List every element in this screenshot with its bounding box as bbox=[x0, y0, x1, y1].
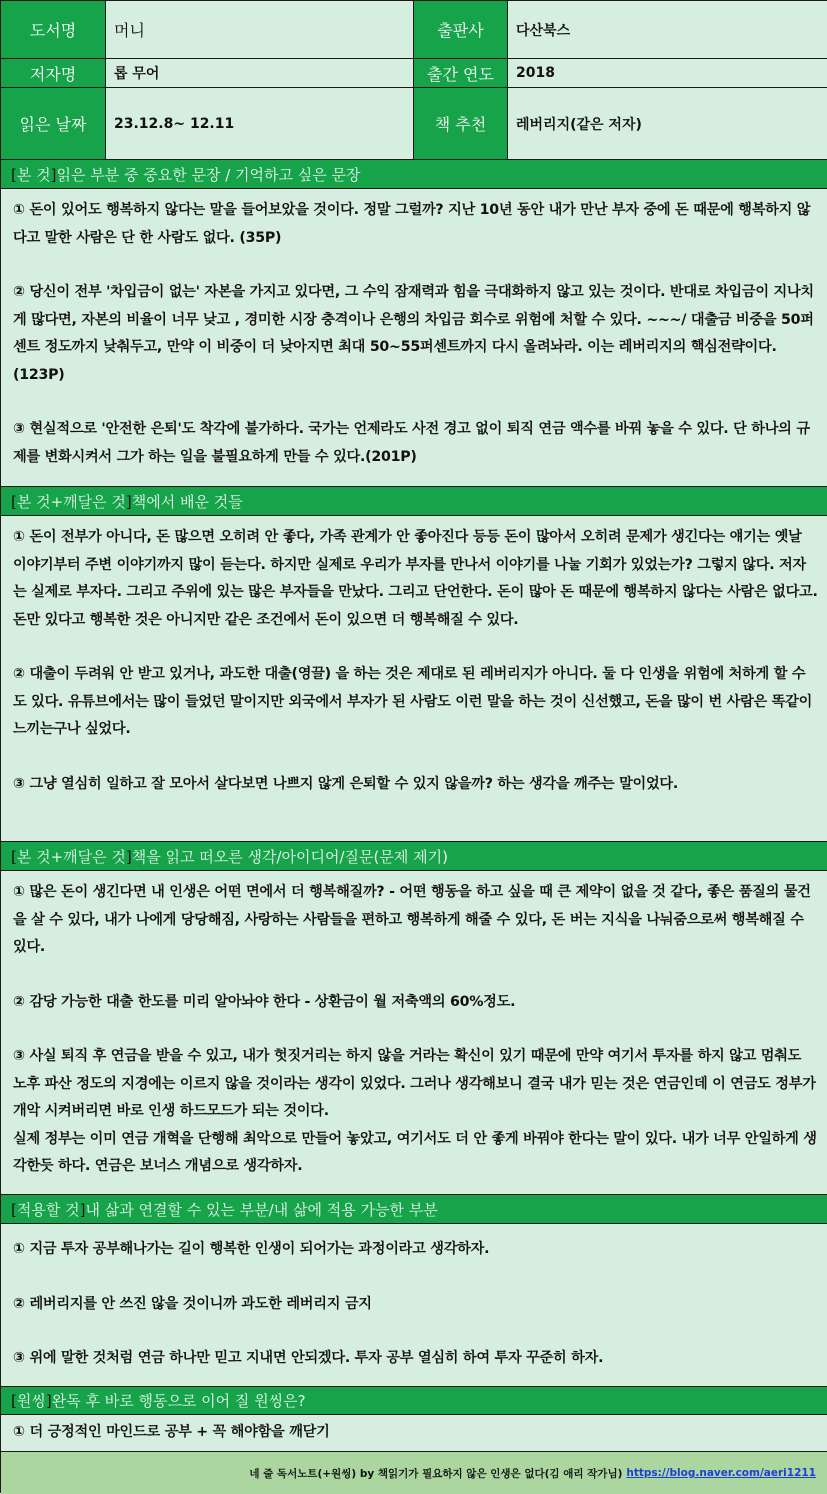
footer bbox=[1, 1452, 827, 1494]
section-header-ideas: [본 것+깨달은 것] 책을 읽고 떠오른 생각/아이디어/질문(문제 제기) bbox=[1, 842, 827, 871]
year-label: 출간 연도 bbox=[414, 59, 508, 88]
recommend-value: 레버리지(같은 저자) bbox=[508, 88, 827, 160]
paragraph: ① 많은 돈이 생긴다면 내 인생은 어떤 면에서 더 행복해질까? - 어떤 행동을 하고 싶을 때 큰 제약이 없을 것 같다, 좋은 품질의 물건을 살 수 있다, 내가 나에게 당당해짐, 사랑하는 사람들을 편하고 행복하게 해줄 수 있다, 돈 버는 지식을 나눠줌으로써 행복해질 수 있다. bbox=[13, 884, 811, 955]
book-title-value: 머니 bbox=[106, 1, 414, 59]
section-header-apply: [적용할 것] 내 삶과 연결할 수 있는 부분/내 삶에 적용 가능한 부분 bbox=[1, 1195, 827, 1224]
paragraph: ② 당신이 전부 '차입금이 없는' 자본을 가지고 있다면, 그 수익 잠재력과 힘을 극대화하지 않고 있는 것이다. 반대로 차입금이 지나치게 많다면, 자본의 비율이 너무 낮고 , 경미한 시장 충격이나 은행의 차입금 회수로 위험에 처할 수 있다. ~~~/ 대출금 비중을 50퍼센트 정도까지 낮춰두고, 만약 이 비중이 더 낮아지면 최대 50~55퍼센트까지 다시 올려놔라. 이는 레버리지의 핵심전략이다.(123P) bbox=[13, 284, 814, 383]
section-title: 내 삶과 연결할 수 있는 부분/내 삶에 적용 가능한 부분 bbox=[85, 1200, 438, 1219]
footer-blog-link[interactable]: https://blog.naver.com/aeri1211 bbox=[626, 1467, 816, 1479]
section-body-ideas bbox=[1, 871, 827, 1195]
section-title: 책에서 배운 것들 bbox=[131, 492, 243, 511]
section-body-seen bbox=[1, 189, 827, 487]
paragraph: ③ 위에 말한 것처럼 연금 하나만 믿고 지내면 안되겠다. 투자 공부 열심히 하여 투자 꾸준히 하자. bbox=[13, 1350, 604, 1366]
author-label: 저자명 bbox=[1, 59, 106, 88]
section-title: 읽은 부분 중 중요한 문장 / 기억하고 싶은 문장 bbox=[56, 165, 361, 184]
paragraph: ① 돈이 전부가 아니다, 돈 많으면 오히려 안 좋다, 가족 관계가 안 좋아진다 등등 돈이 많아서 오히려 문제가 생긴다는 얘기는 옛날 이야기부터 주변 이야기까지 많이 듣는다. 하지만 실제로 우리가 부자를 만나서 이야기를 나눌 기회가 있었는가? 그렇지 않다. 저자는 실제로 부자다. 그리고 주위에 있는 많은 부자들을 만났다. 그리고 단언한다. 돈이 많아 돈 때문에 행복하지 않다는 사람은 없다고. 돈만 있다고 행복한 것은 아니지만 같은 조건에서 돈이 있으면 더 행복해질 수 있다. bbox=[13, 529, 818, 628]
section-body-onething bbox=[1, 1415, 827, 1452]
section-tag: 적용할 것 bbox=[16, 1200, 80, 1219]
read-date-label: 읽은 날짜 bbox=[1, 88, 106, 160]
paragraph: ① 돈이 있어도 행복하지 않다는 말을 들어보았을 것이다. 정말 그럴까? 지난 10년 동안 내가 만난 부자 중에 돈 때문에 행복하지 않다고 말한 사람은 단 한 사람도 없다. (35P) bbox=[13, 202, 811, 246]
footer-credit: 네 줄 독서노트(+원씽) by 책읽기가 필요하지 않은 인생은 없다(김 애리 작가님) bbox=[249, 1467, 623, 1480]
info-row-title bbox=[1, 1, 827, 59]
read-date-value: 23.12.8~ 12.11 bbox=[106, 88, 414, 160]
section-title: 완독 후 바로 행동으로 이어 질 원씽은? bbox=[51, 1392, 306, 1410]
section-header-onething: [원씽] 완독 후 바로 행동으로 이어 질 원씽은? bbox=[1, 1387, 827, 1415]
paragraph: ① 더 긍정적인 마인드로 공부 + 꼭 해야함을 깨닫기 bbox=[13, 1424, 330, 1440]
section-tag: 본 것+깨달은 것 bbox=[16, 492, 126, 511]
book-title-label: 도서명 bbox=[1, 1, 106, 59]
paragraph: ① 지금 투자 공부해나가는 길이 행복한 인생이 되어가는 과정이라고 생각하자. bbox=[13, 1241, 490, 1257]
publisher-value: 다산북스 bbox=[508, 1, 827, 59]
paragraph: ② 대출이 두려워 안 받고 있거나, 과도한 대출(영끌) 을 하는 것은 제대로 된 레버리지가 아니다. 둘 다 인생을 위험에 처하게 할 수도 있다. 유튜브에서는 많이 들었던 말이지만 외국에서 부자가 된 사람도 이런 말을 하는 것이 신선했고, 돈을 많이 번 사람은 똑같이 느끼는구나 싶었다. bbox=[13, 666, 813, 737]
info-row-author bbox=[1, 59, 827, 88]
paragraph: ② 레버리지를 안 쓰진 않을 것이니까 과도한 레버리지 금지 bbox=[13, 1295, 372, 1312]
section-body-learned bbox=[1, 516, 827, 842]
section-tag: 본 것+깨달은 것 bbox=[16, 847, 126, 866]
section-header-learned: [본 것+깨달은 것] 책에서 배운 것들 bbox=[1, 487, 827, 516]
section-header-seen: [본 것] 읽은 부분 중 중요한 문장 / 기억하고 싶은 문장 bbox=[1, 160, 827, 189]
paragraph: ③ 사실 퇴직 후 연금을 받을 수 있고, 내가 헛짓거리는 하지 않을 거라는 확신이 있기 때문에 만약 여기서 투자를 하지 않고 멈춰도 노후 파산 정도의 지경에는 이르지 않을 것이라는 생각이 있었다. 그러나 생각해보니 결국 내가 믿는 것은 연금인데 이 연금도 정부가 개악 시켜버리면 바로 인생 하드모드가 되는 것이다. 실제 정부는 이미 연금 개혁을 단행해 최악으로 만들어 놓았고, 여기서도 더 안 좋게 바꿔야 한다는 말이 있다. 내가 너무 안일하게 생각한듯 하다. 연금은 보너스 개념으로 생각하자. bbox=[13, 1048, 817, 1174]
section-title: 책을 읽고 떠오른 생각/아이디어/질문(문제 제기) bbox=[131, 847, 448, 866]
year-value: 2018 bbox=[508, 59, 827, 88]
section-tag: 원씽 bbox=[16, 1392, 46, 1410]
paragraph: ③ 현실적으로 '안전한 은퇴'도 착각에 불가하다. 국가는 언제라도 사전 경고 없이 퇴직 연금 액수를 바꿔 놓을 수 있다. 단 하나의 규제를 변화시켜서 그가 하는 일을 불필요하게 만들 수 있다.(201P) bbox=[13, 421, 810, 465]
paragraph: ③ 그냥 열심히 일하고 잘 모아서 살다보면 나쁘지 않게 은퇴할 수 있지 않을까? 하는 생각을 깨주는 말이었다. bbox=[13, 775, 679, 792]
publisher-label: 출판사 bbox=[414, 1, 508, 59]
recommend-label: 책 추천 bbox=[414, 88, 508, 160]
section-tag: 본 것 bbox=[16, 165, 51, 184]
section-body-apply bbox=[1, 1224, 827, 1387]
info-row-date bbox=[1, 88, 827, 160]
paragraph: ② 감당 가능한 대출 한도를 미리 알아놔야 한다 - 상환금이 월 저축액의 60%정도. bbox=[13, 993, 516, 1010]
author-value: 롭 무어 bbox=[106, 59, 414, 88]
